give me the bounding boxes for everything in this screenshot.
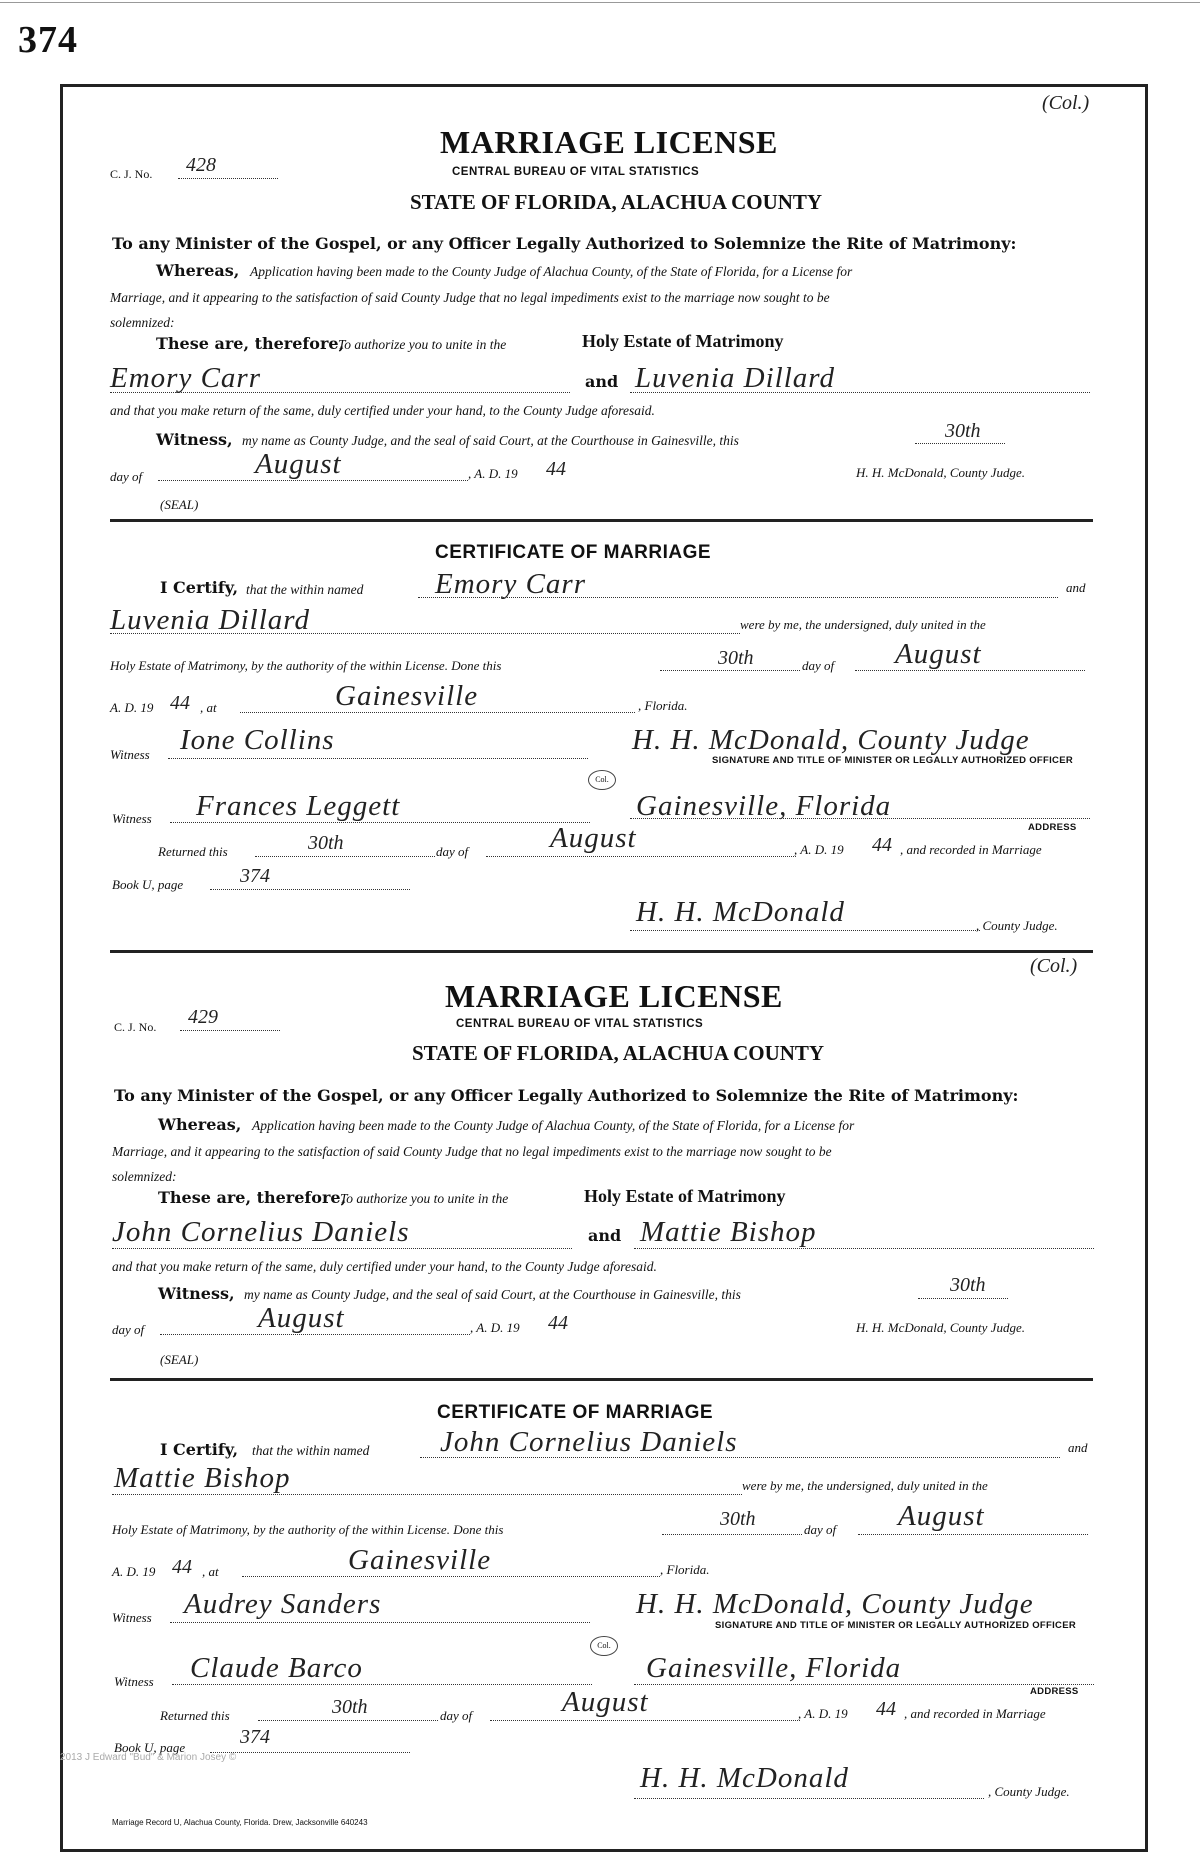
cert-day-underline bbox=[660, 670, 800, 671]
returned-month: August bbox=[562, 1686, 649, 1718]
judge-signature: H. H. McDonald bbox=[636, 896, 845, 928]
cj-label: C. J. No. bbox=[114, 1020, 157, 1034]
license-title: MARRIAGE LICENSE bbox=[445, 978, 783, 1014]
cert-month-underline bbox=[858, 1534, 1088, 1535]
returned-year: 44 bbox=[876, 1698, 896, 1720]
month-underline bbox=[160, 1334, 470, 1335]
returned-month-underline bbox=[490, 1720, 800, 1721]
bride-name: Luvenia Dillard bbox=[635, 362, 836, 394]
page-number: 374 bbox=[18, 19, 78, 61]
witness-label-1: Witness bbox=[112, 1610, 152, 1625]
address-caption: ADDRESS bbox=[1028, 822, 1077, 833]
book-page-underline bbox=[210, 1752, 410, 1753]
returned-month-underline bbox=[486, 856, 796, 857]
place: Gainesville bbox=[335, 680, 479, 712]
judge-signature: H. H. McDonald bbox=[640, 1762, 849, 1794]
united-text: were by me, the undersigned, duly united in the bbox=[742, 1478, 988, 1493]
license-title: MARRIAGE LICENSE bbox=[440, 124, 778, 160]
year: 44 bbox=[546, 458, 566, 480]
returned-ad: , A. D. 19 bbox=[798, 1706, 848, 1721]
judge-line: H. H. McDonald, County Judge. bbox=[856, 1320, 1025, 1335]
cj-underline bbox=[180, 1030, 280, 1031]
returned-month: August bbox=[550, 822, 637, 854]
col-mark: (Col.) bbox=[1042, 92, 1090, 114]
section-rule bbox=[110, 950, 1093, 953]
officiant-address: Gainesville, Florida bbox=[646, 1652, 902, 1684]
county-judge-text: , County Judge. bbox=[976, 918, 1058, 933]
cert-and: and bbox=[1068, 1440, 1088, 1455]
cert-groom-underline bbox=[418, 597, 1058, 598]
print-footer: Marriage Record U, Alachua County, Florida. Drew, Jacksonville 640243 bbox=[112, 1818, 368, 1827]
whereas-lead: Whereas, bbox=[158, 1115, 242, 1134]
book-page-underline bbox=[210, 889, 410, 890]
cert-groom: John Cornelius Daniels bbox=[440, 1426, 738, 1458]
cj-number: 428 bbox=[186, 154, 216, 176]
seal-label: (SEAL) bbox=[160, 1352, 199, 1367]
witness-label-1: Witness bbox=[110, 747, 150, 762]
cert-year: 44 bbox=[170, 692, 190, 714]
judge-line: H. H. McDonald, County Judge. bbox=[856, 465, 1025, 480]
bureau-label: CENTRAL BUREAU OF VITAL STATISTICS bbox=[452, 166, 700, 178]
returned-label: Returned this bbox=[158, 844, 228, 859]
returned-day-of: day of bbox=[436, 844, 469, 859]
cert-day: 30th bbox=[718, 647, 754, 669]
cert-day-underline bbox=[662, 1534, 802, 1535]
day-of-label: day of bbox=[110, 469, 143, 484]
witness-text: my name as County Judge, and the seal of said Court, at the Courthouse in Gainesville, this bbox=[244, 1287, 741, 1302]
ad-label: , A. D. 19 bbox=[468, 466, 518, 481]
returned-label: Returned this bbox=[160, 1708, 230, 1723]
witness-1-underline bbox=[170, 1622, 590, 1623]
day-underline bbox=[915, 443, 1005, 444]
officiant-signature: H. H. McDonald, County Judge bbox=[632, 724, 1030, 756]
these-lead: These are, therefore, bbox=[158, 1188, 347, 1207]
cert-and: and bbox=[1066, 580, 1086, 595]
recorded-text: , and recorded in Marriage bbox=[900, 842, 1042, 857]
cert-day: 30th bbox=[720, 1508, 756, 1530]
whereas-text-2: Marriage, and it appearing to the satisfaction of said County Judge that no legal impediments exist to the marriage now sought to be bbox=[110, 290, 830, 305]
cj-number: 429 bbox=[188, 1006, 218, 1028]
groom-name: John Cornelius Daniels bbox=[112, 1216, 410, 1248]
address-line: To any Minister of the Gospel, or any Officer Legally Authorized to Solemnize the Rite of Matrimony: bbox=[112, 234, 1017, 253]
returned-day: 30th bbox=[308, 832, 344, 854]
book-label: Book U, page bbox=[112, 877, 184, 892]
at-text: , at bbox=[202, 1564, 219, 1579]
ad-text: A. D. 19 bbox=[110, 700, 154, 715]
address-underline bbox=[634, 1684, 1094, 1685]
address-line: To any Minister of the Gospel, or any Officer Legally Authorized to Solemnize the Rite of Matrimony: bbox=[114, 1086, 1019, 1105]
cj-underline bbox=[178, 178, 278, 179]
section-rule bbox=[110, 519, 1093, 522]
certify-text: that the within named bbox=[252, 1443, 370, 1458]
certify-lead: I Certify, bbox=[160, 578, 239, 597]
cert-day-of: day of bbox=[804, 1522, 837, 1537]
book-page: 374 bbox=[240, 1726, 270, 1748]
address-underline bbox=[630, 818, 1090, 819]
copyright-watermark: 2013 J Edward "Bud" & Marion Josey © bbox=[60, 1752, 237, 1763]
place: Gainesville bbox=[348, 1544, 492, 1576]
witness-lead: Witness, bbox=[158, 1284, 235, 1303]
certify-text: that the within named bbox=[246, 582, 364, 597]
officiant-signature: H. H. McDonald, County Judge bbox=[636, 1588, 1034, 1620]
cert-bride-underline bbox=[110, 633, 740, 634]
top-edge-line bbox=[0, 2, 1200, 3]
ad-text: A. D. 19 bbox=[112, 1564, 156, 1579]
col-mark: (Col.) bbox=[1030, 955, 1078, 977]
witness-2-underline bbox=[170, 822, 590, 823]
whereas-lead: Whereas, bbox=[156, 261, 240, 280]
cert-title: CERTIFICATE OF MARRIAGE bbox=[435, 542, 712, 563]
holy-text: Holy Estate of Matrimony, by the authority of the within License. Done this bbox=[112, 1522, 504, 1537]
holy-text: Holy Estate of Matrimony, by the authority of the within License. Done this bbox=[110, 658, 502, 673]
col-stamp: Col. bbox=[588, 770, 616, 790]
cert-groom-underline bbox=[420, 1457, 1060, 1458]
judge-sig-underline bbox=[634, 1798, 984, 1799]
returned-day-underline bbox=[258, 1720, 438, 1721]
cert-bride-underline bbox=[112, 1494, 742, 1495]
florida-text: , Florida. bbox=[660, 1562, 710, 1577]
address-caption: ADDRESS bbox=[1030, 1686, 1079, 1697]
cert-groom: Emory Carr bbox=[435, 568, 586, 600]
bride-name: Mattie Bishop bbox=[640, 1216, 817, 1248]
state-county: STATE OF FLORIDA, ALACHUA COUNTY bbox=[412, 1041, 825, 1065]
return-text: and that you make return of the same, duly certified under your hand, to the County Judge aforesaid. bbox=[110, 403, 655, 418]
witness-1: Audrey Sanders bbox=[184, 1588, 382, 1620]
cert-month: August bbox=[895, 638, 982, 670]
seal-label: (SEAL) bbox=[160, 497, 199, 512]
witness-2: Claude Barco bbox=[190, 1652, 363, 1684]
witness-2: Frances Leggett bbox=[196, 790, 401, 822]
witness-1-underline bbox=[168, 758, 588, 759]
certify-lead: I Certify, bbox=[160, 1440, 239, 1459]
returned-day-of: day of bbox=[440, 1708, 473, 1723]
month: August bbox=[258, 1302, 345, 1334]
florida-text: , Florida. bbox=[638, 698, 688, 713]
col-stamp: Col. bbox=[590, 1636, 618, 1656]
day-number: 30th bbox=[945, 420, 981, 442]
cert-year: 44 bbox=[172, 1556, 192, 1578]
these-text: To authorize you to unite in the bbox=[338, 337, 507, 352]
month: August bbox=[255, 448, 342, 480]
at-text: , at bbox=[200, 700, 217, 715]
these-lead: These are, therefore, bbox=[156, 334, 345, 353]
these-text: To authorize you to unite in the bbox=[340, 1191, 509, 1206]
holy-estate: Holy Estate of Matrimony bbox=[584, 1186, 786, 1206]
whereas-text-3: solemnized: bbox=[110, 315, 175, 330]
witness-label-2: Witness bbox=[114, 1674, 154, 1689]
whereas-text-1: Application having been made to the County Judge of Alachua County, of the State of Florida, for a License for bbox=[252, 1118, 855, 1133]
witness-1: Ione Collins bbox=[180, 724, 335, 756]
returned-day-underline bbox=[255, 856, 435, 857]
returned-ad: , A. D. 19 bbox=[794, 842, 844, 857]
day-of-label: day of bbox=[112, 1322, 145, 1337]
section-rule bbox=[110, 1378, 1093, 1381]
returned-year: 44 bbox=[872, 834, 892, 856]
recorded-text: , and recorded in Marriage bbox=[904, 1706, 1046, 1721]
judge-sig-underline bbox=[630, 930, 980, 931]
signature-caption: SIGNATURE AND TITLE OF MINISTER OR LEGALLY AUTHORIZED OFFICER bbox=[712, 755, 1074, 766]
officiant-address: Gainesville, Florida bbox=[636, 790, 892, 822]
place-underline bbox=[242, 1576, 660, 1577]
book-page: 374 bbox=[240, 865, 270, 887]
bureau-label: CENTRAL BUREAU OF VITAL STATISTICS bbox=[456, 1018, 704, 1030]
whereas-text-1: Application having been made to the County Judge of Alachua County, of the State of Florida, for a License for bbox=[250, 264, 853, 279]
cert-month-underline bbox=[855, 670, 1085, 671]
day-number: 30th bbox=[950, 1274, 986, 1296]
bride-underline bbox=[634, 1248, 1094, 1249]
witness-lead: Witness, bbox=[156, 430, 233, 449]
returned-day: 30th bbox=[332, 1696, 368, 1718]
book-label: Book U, page bbox=[114, 1740, 186, 1755]
holy-estate: Holy Estate of Matrimony bbox=[582, 331, 784, 351]
and-word: and bbox=[585, 372, 619, 391]
day-underline bbox=[918, 1298, 1008, 1299]
ad-label: , A. D. 19 bbox=[470, 1320, 520, 1335]
groom-name: Emory Carr bbox=[110, 362, 261, 394]
county-judge-text: , County Judge. bbox=[988, 1784, 1070, 1799]
groom-underline bbox=[112, 1248, 572, 1249]
whereas-text-3: solemnized: bbox=[112, 1169, 177, 1184]
and-word: and bbox=[588, 1226, 622, 1245]
place-underline bbox=[240, 712, 635, 713]
month-underline bbox=[158, 480, 468, 481]
witness-2-underline bbox=[172, 1684, 592, 1685]
cert-month: August bbox=[898, 1500, 985, 1532]
return-text: and that you make return of the same, duly certified under your hand, to the County Judge aforesaid. bbox=[112, 1259, 657, 1274]
cert-bride: Mattie Bishop bbox=[114, 1462, 291, 1494]
united-text: were by me, the undersigned, duly united in the bbox=[740, 617, 986, 632]
cert-day-of: day of bbox=[802, 658, 835, 673]
cj-label: C. J. No. bbox=[110, 167, 153, 181]
state-county: STATE OF FLORIDA, ALACHUA COUNTY bbox=[410, 190, 823, 214]
witness-text: my name as County Judge, and the seal of said Court, at the Courthouse in Gainesville, this bbox=[242, 433, 739, 448]
witness-label-2: Witness bbox=[112, 811, 152, 826]
cert-title: CERTIFICATE OF MARRIAGE bbox=[437, 1402, 714, 1423]
bride-underline bbox=[630, 392, 1090, 393]
year: 44 bbox=[548, 1312, 568, 1334]
signature-caption: SIGNATURE AND TITLE OF MINISTER OR LEGALLY AUTHORIZED OFFICER bbox=[715, 1620, 1077, 1631]
cert-bride: Luvenia Dillard bbox=[110, 604, 311, 636]
groom-underline bbox=[110, 392, 570, 393]
whereas-text-2: Marriage, and it appearing to the satisfaction of said County Judge that no legal impediments exist to the marriage now sought to be bbox=[112, 1144, 832, 1159]
